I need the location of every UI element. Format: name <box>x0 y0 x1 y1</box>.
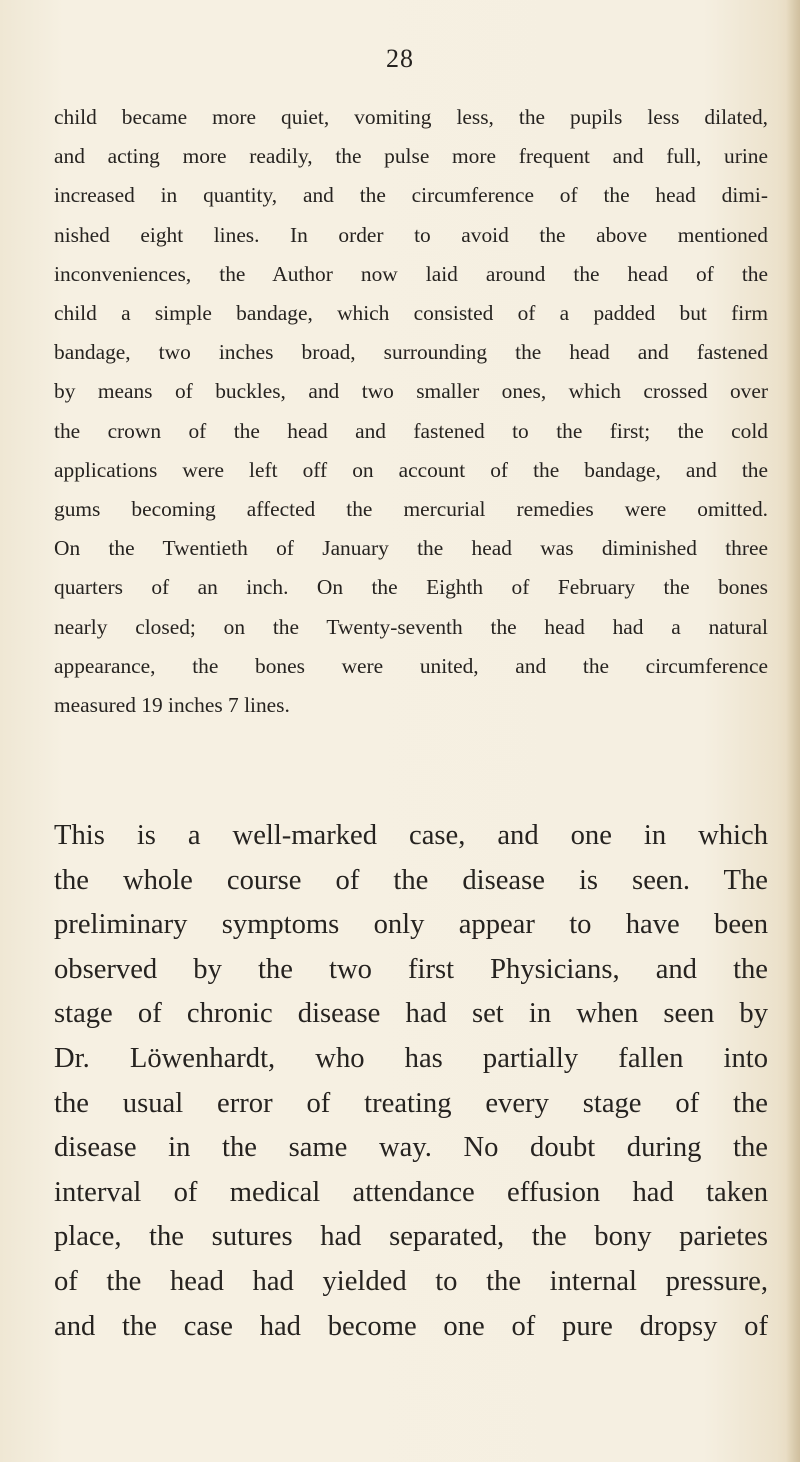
text-line: of the head had yielded to the internal pressure, <box>54 1265 768 1297</box>
text-line: measured 19 inches 7 lines. <box>54 693 290 718</box>
text-line: and acting more readily, the pulse more frequent and full, urine <box>54 144 768 169</box>
text-line: gums becoming affected the mercurial remedies were omitted. <box>54 497 768 522</box>
text-line: bandage, two inches broad, surrounding the head and fastened <box>54 340 768 365</box>
text-line: disease in the same way. No doubt during the <box>54 1132 768 1164</box>
text-line: the usual error of treating every stage of the <box>54 1087 768 1119</box>
text-line: On the Twentieth of January the head was diminished three <box>54 536 768 561</box>
text-line: the whole course of the disease is seen. The <box>54 864 768 896</box>
page-edge-shadow <box>786 0 800 1462</box>
paragraph-large-print <box>54 814 768 1349</box>
text-line: the crown of the head and fastened to the first; the cold <box>54 418 768 443</box>
text-line: appearance, the bones were united, and the circumference <box>54 653 768 678</box>
text-line: by means of buckles, and two smaller ones, which crossed over <box>54 379 768 404</box>
text-line: inconveniences, the Author now laid around the head of the <box>54 261 768 286</box>
text-line: interval of medical attendance effusion had taken <box>54 1176 768 1208</box>
text-line: increased in quantity, and the circumference of the head dimi- <box>54 183 768 208</box>
text-line: nearly closed; on the Twenty-seventh the head had a natural <box>54 614 768 639</box>
text-line: child a simple bandage, which consisted of a padded but firm <box>54 301 768 326</box>
text-line: and the case had become one of pure dropsy of <box>54 1310 768 1342</box>
text-line: Dr. Löwenhardt, who has partially fallen into <box>54 1042 768 1074</box>
page-number: 28 <box>386 44 414 73</box>
text-line: place, the sutures had separated, the bony parietes <box>54 1221 768 1253</box>
text-line: This is a well-marked case, and one in which <box>54 820 768 851</box>
text-line: observed by the two first Physicians, and the <box>54 953 768 985</box>
text-line: quarters of an inch. On the Eighth of February the bones <box>54 575 768 600</box>
text-line: applications were left off on account of the bandage, and the <box>54 457 768 482</box>
text-line: nished eight lines. In order to avoid the above mentioned <box>54 222 768 247</box>
text-line: stage of chronic disease had set in when seen by <box>54 998 768 1030</box>
text-line: preliminary symptoms only appear to have been <box>54 909 768 941</box>
paragraph-small-print <box>54 98 768 725</box>
text-line: child became more quiet, vomiting less, the pupils less dilated, <box>54 105 768 129</box>
